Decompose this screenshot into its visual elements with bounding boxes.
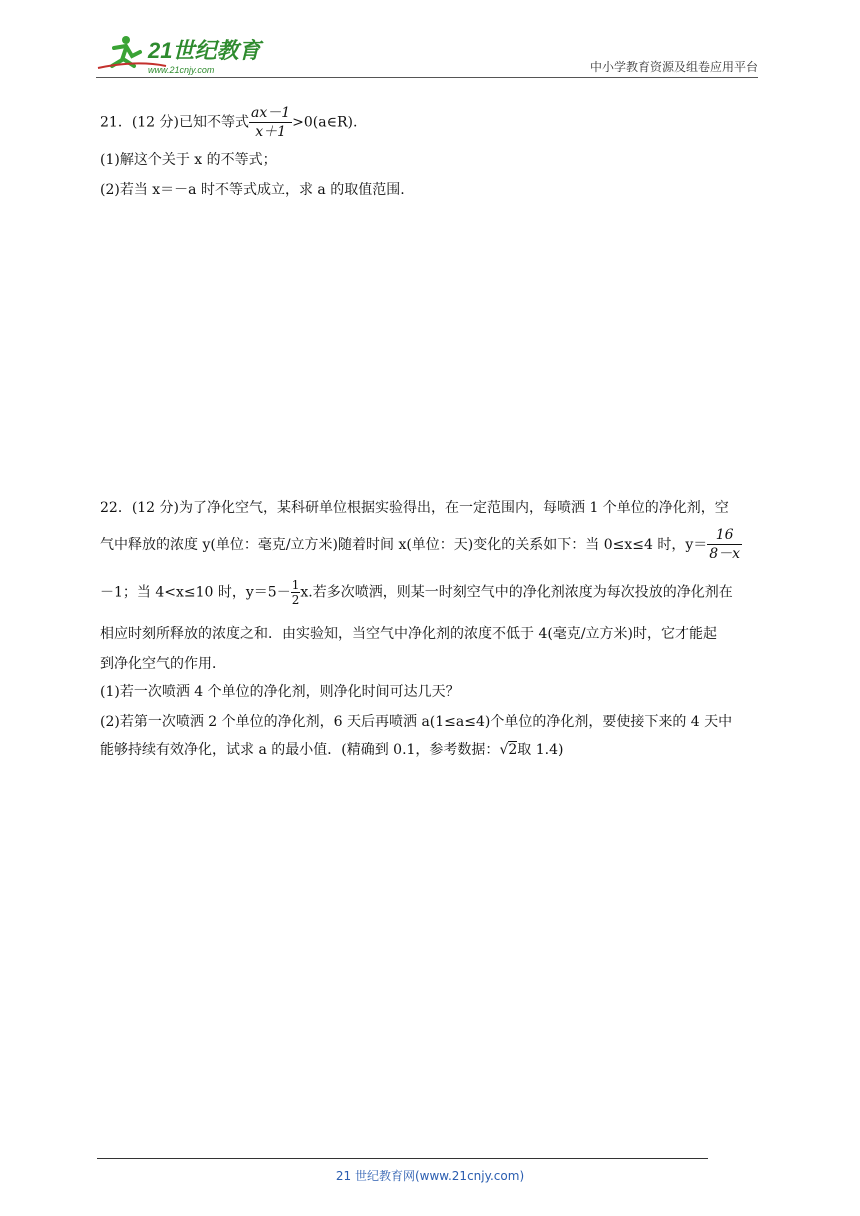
- q21-fraction: $\frac{ax-1}{x+1}$: [251, 105, 291, 140]
- q21-part2: (2)若当 x＝－a 时不等式成立，求 a 的取值范围.: [100, 182, 405, 198]
- q21-lead: 21．(12 分)已知不等式: [100, 114, 250, 131]
- sqrt-argument: 2: [508, 742, 518, 758]
- q22-line5: 到净化空气的作用．: [100, 656, 226, 672]
- q21-tail: >0(a∈R).: [292, 114, 358, 131]
- q22-half-fraction: $\frac{1}{2}$: [291, 578, 300, 607]
- footer-text: 21 世纪教育网(www.21cnjy.com): [335, 1169, 525, 1183]
- q22-fraction: $\frac{16}{8-x}$: [709, 527, 741, 562]
- page-header: [96, 30, 758, 78]
- q22-line1: 22．(12 分)为了净化空气，某科研单位根据实验得出，在一定范围内，每喷洒 1 个单位的净化剂，空: [100, 500, 729, 516]
- q22-line3b: x.若多次喷洒，则某一时刻空气中的净化剂浓度为每次投放的净化剂在: [300, 584, 733, 601]
- q22-line3a: －1；当 4<x≤10 时，y＝5－: [100, 584, 291, 601]
- svg-text:21世纪教育: 21世纪教育: [148, 38, 261, 63]
- 21cnjy-logo: [96, 32, 266, 76]
- q22-part1: (1)若一次喷洒 4 个单位的净化剂，则净化时间可达几天？: [100, 684, 460, 700]
- platform-name: 中小学教育资源及组卷应用平台: [589, 60, 758, 74]
- q22-part2b: 能够持续有效净化，试求 a 的最小值．(精确到 0.1，参考数据：: [100, 742, 500, 758]
- sqrt-sign: √: [499, 742, 509, 758]
- header-divider: [96, 77, 758, 78]
- q22-part2b-tail: 取 1.4): [517, 742, 564, 758]
- svg-text:www.21cnjy.com: www.21cnjy.com: [148, 65, 215, 75]
- q21-part1: (1)解这个关于 x 的不等式；: [100, 152, 277, 168]
- question-21: [100, 100, 762, 198]
- q22-line2: 气中释放的浓度 y(单位：毫克/立方米)随着时间 x(单位：天)变化的关系如下：当 0≤x≤4 时，y＝: [100, 536, 708, 553]
- q22-part2a: (2)若第一次喷洒 2 个单位的净化剂，6 天后再喷洒 a(1≤a≤4)个单位的净化剂，要使接下来的 4 天中: [100, 714, 733, 730]
- footer-divider: [97, 1158, 708, 1159]
- q22-line4: 相应时刻所释放的浓度之和．由实验知，当空气中净化剂的浓度不低于 4(毫克/立方米)时，它才能起: [100, 626, 717, 642]
- question-22: [100, 496, 762, 766]
